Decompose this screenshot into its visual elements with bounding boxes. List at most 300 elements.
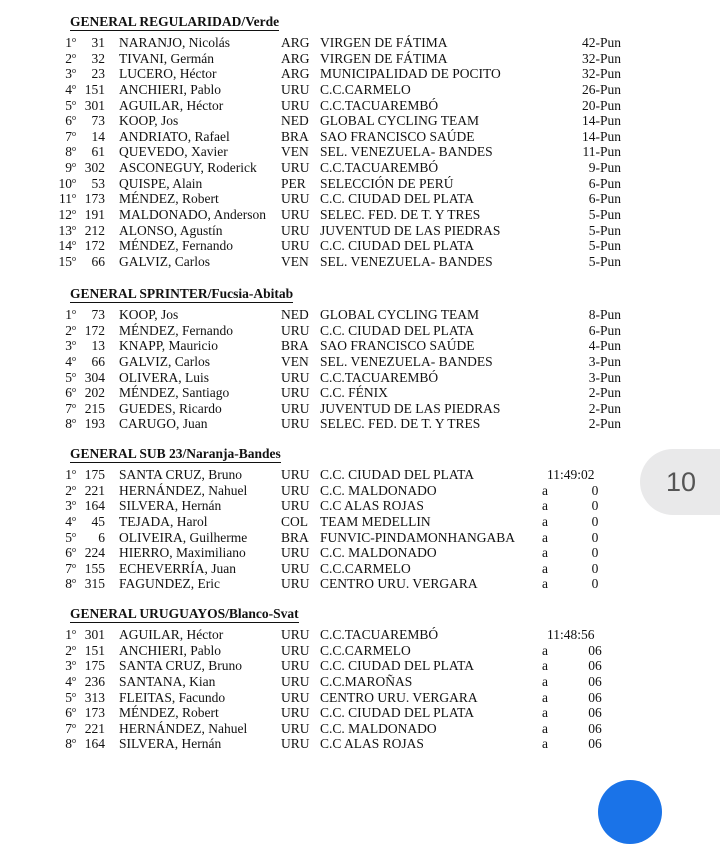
bib-number: 31 xyxy=(91,35,105,50)
rank-cell xyxy=(48,545,76,561)
nationality: URU xyxy=(281,482,310,498)
nationality: URU xyxy=(281,689,310,705)
rank-ordinal: o xyxy=(72,736,76,746)
rider-name: AGUILAR, Héctor xyxy=(119,627,224,642)
rank-number: 1 xyxy=(65,35,72,50)
gap-prefix: a xyxy=(542,658,548,674)
team-name: C.C ALAS ROJAS xyxy=(320,736,424,752)
table-row xyxy=(0,51,720,67)
nationality: BRA xyxy=(281,128,309,144)
points-value: 5-Pun xyxy=(588,222,621,238)
points-value: 11-Pun xyxy=(582,144,621,160)
rank-ordinal: o xyxy=(72,400,76,410)
rider-name: HERNÁNDEZ, Nahuel xyxy=(119,720,248,736)
table-row xyxy=(0,238,720,254)
rider-name: SILVERA, Hernán xyxy=(119,498,222,514)
rider-name: SANTANA, Kian xyxy=(119,673,216,689)
rank-ordinal: o xyxy=(72,35,76,44)
gap-prefix: a xyxy=(542,560,548,576)
team-name: SAO FRANCISCO SAÚDE xyxy=(320,128,475,144)
rider-name: HIERRO, Maximiliano xyxy=(119,545,246,561)
rider-name: FAGUNDEZ, Eric xyxy=(119,576,220,592)
rank-number: 12 xyxy=(58,207,72,223)
rank-cell xyxy=(48,514,76,530)
bib-number: 66 xyxy=(91,353,105,369)
rank-cell xyxy=(48,176,76,192)
rank-ordinal: o xyxy=(72,238,76,248)
gap-prefix: a xyxy=(542,720,548,736)
table-row xyxy=(0,530,720,546)
bib-number: 14 xyxy=(91,128,105,144)
bib-number: 175 xyxy=(84,467,105,482)
table-row xyxy=(0,576,720,592)
rank-number: 7 xyxy=(65,720,72,736)
rider-name: KNAPP, Mauricio xyxy=(119,338,219,354)
team-name: SAO FRANCISCO SAÚDE xyxy=(320,338,475,354)
rank-number: 1 xyxy=(65,467,72,482)
rank-ordinal: o xyxy=(72,720,76,730)
table-row xyxy=(0,113,720,129)
points-value: 2-Pun xyxy=(588,400,621,416)
gap-prefix: a xyxy=(542,545,548,561)
time-gap: 0 xyxy=(591,529,599,545)
points-value: 8-Pun xyxy=(588,307,621,322)
rank-number: 5 xyxy=(65,529,72,545)
bib-number: 301 xyxy=(84,627,105,642)
time-gap: 0 xyxy=(591,560,599,576)
table-row xyxy=(0,561,720,577)
rank-cell xyxy=(48,129,76,145)
rank-ordinal: o xyxy=(72,673,76,683)
table-row xyxy=(0,35,720,51)
bib-number: 151 xyxy=(84,81,105,97)
table-row xyxy=(0,323,720,339)
nationality: URU xyxy=(281,81,310,97)
rank-ordinal: o xyxy=(72,191,76,201)
bib-number: 173 xyxy=(84,705,105,721)
rank-number: 13 xyxy=(58,222,72,238)
rider-name: ASCONEGUY, Roderick xyxy=(119,160,257,176)
table-row xyxy=(0,627,720,643)
rank-ordinal: o xyxy=(72,467,76,476)
rank-ordinal: o xyxy=(72,207,76,217)
gap-prefix: a xyxy=(542,642,548,658)
nationality: URU xyxy=(281,369,310,385)
points-value: 2-Pun xyxy=(588,416,621,432)
time-gap: 0 xyxy=(591,513,599,529)
rank-ordinal: o xyxy=(72,642,76,652)
bib-number: 193 xyxy=(84,416,105,432)
bib-number: 302 xyxy=(84,160,105,176)
rank-number: 4 xyxy=(65,513,72,529)
team-name: GLOBAL CYCLING TEAM xyxy=(320,307,479,322)
points-value: 6-Pun xyxy=(588,191,621,207)
team-name: SEL. VENEZUELA- BANDES xyxy=(320,144,493,160)
team-name: C.C. CIUDAD DEL PLATA xyxy=(320,238,475,254)
rank-number: 6 xyxy=(65,545,72,561)
rank-ordinal: o xyxy=(72,97,76,107)
rank-ordinal: o xyxy=(72,513,76,523)
bib-number: 224 xyxy=(84,545,105,561)
rider-name: AGUILAR, Héctor xyxy=(119,97,224,113)
time-gap: 06 xyxy=(588,705,602,721)
rank-number: 14 xyxy=(58,238,72,254)
rider-name: LUCERO, Héctor xyxy=(119,66,217,82)
results-list xyxy=(0,35,720,270)
section-title: GENERAL URUGUAYOS/Blanco-Svat xyxy=(70,606,299,621)
rank-ordinal: o xyxy=(72,529,76,539)
team-name: CENTRO URU. VERGARA xyxy=(320,576,478,592)
rank-number: 8 xyxy=(65,576,72,592)
nationality: BRA xyxy=(281,529,309,545)
table-row xyxy=(0,160,720,176)
points-value: 32-Pun xyxy=(581,50,621,66)
rank-ordinal: o xyxy=(72,482,76,492)
rank-ordinal: o xyxy=(72,160,76,170)
table-row xyxy=(0,82,720,98)
team-name: CENTRO URU. VERGARA xyxy=(320,689,478,705)
table-row xyxy=(0,545,720,561)
team-name: C.C ALAS ROJAS xyxy=(320,498,424,514)
rank-ordinal: o xyxy=(72,576,76,586)
team-name: C.C. CIUDAD DEL PLATA xyxy=(320,322,475,338)
nationality: URU xyxy=(281,736,310,752)
rank-number: 8 xyxy=(65,416,72,432)
bib-number: 212 xyxy=(84,222,105,238)
rider-name: ANCHIERI, Pablo xyxy=(119,81,221,97)
rank-number: 15 xyxy=(58,253,72,269)
nationality: NED xyxy=(281,307,309,322)
team-name: GLOBAL CYCLING TEAM xyxy=(320,113,479,129)
points-value: 26-Pun xyxy=(581,81,621,97)
rank-number: 6 xyxy=(65,113,72,129)
rank-number: 7 xyxy=(65,560,72,576)
rank-cell xyxy=(48,113,76,129)
nationality: URU xyxy=(281,705,310,721)
floating-action-button[interactable] xyxy=(598,780,662,844)
rank-cell xyxy=(48,498,76,514)
time-gap: 06 xyxy=(588,658,602,674)
rank-ordinal: o xyxy=(72,322,76,332)
rider-name: KOOP, Jos xyxy=(119,307,179,322)
results-list xyxy=(0,467,720,592)
team-name: C.C. CIUDAD DEL PLATA xyxy=(320,467,475,482)
section-title: GENERAL REGULARIDAD/Verde xyxy=(70,14,280,29)
rider-name: KOOP, Jos xyxy=(119,113,179,129)
bib-number: 164 xyxy=(84,498,105,514)
table-row xyxy=(0,721,720,737)
rank-ordinal: o xyxy=(72,416,76,426)
bib-number: 221 xyxy=(84,720,105,736)
nationality: URU xyxy=(281,191,310,207)
rank-ordinal: o xyxy=(72,338,76,348)
points-value: 32-Pun xyxy=(581,66,621,82)
points-value: 6-Pun xyxy=(588,322,621,338)
nationality: URU xyxy=(281,498,310,514)
rank-number: 8 xyxy=(65,144,72,160)
rank-cell xyxy=(48,82,76,98)
bib-number: 73 xyxy=(91,307,105,322)
nationality: ARG xyxy=(281,66,310,82)
rider-name: SANTA CRUZ, Bruno xyxy=(119,467,243,482)
nationality: VEN xyxy=(281,353,309,369)
team-name: C.C. CIUDAD DEL PLATA xyxy=(320,705,475,721)
team-name: JUVENTUD DE LAS PIEDRAS xyxy=(320,400,501,416)
gap-prefix: a xyxy=(542,482,548,498)
bib-number: 191 xyxy=(84,207,105,223)
nationality: URU xyxy=(281,207,310,223)
rank-number: 5 xyxy=(65,97,72,113)
rider-name: NARANJO, Nicolás xyxy=(119,35,230,50)
rider-name: SANTA CRUZ, Bruno xyxy=(119,658,243,674)
team-name: C.C.MAROÑAS xyxy=(320,673,413,689)
table-row xyxy=(0,176,720,192)
team-name: C.C. CIUDAD DEL PLATA xyxy=(320,191,475,207)
team-name: SEL. VENEZUELA- BANDES xyxy=(320,253,493,269)
table-row xyxy=(0,401,720,417)
table-row xyxy=(0,129,720,145)
team-name: C.C. MALDONADO xyxy=(320,545,437,561)
points-value: 6-Pun xyxy=(588,175,621,191)
rank-number: 3 xyxy=(65,338,72,354)
gap-prefix: a xyxy=(542,689,548,705)
points-value: 3-Pun xyxy=(588,353,621,369)
points-value: 14-Pun xyxy=(581,128,621,144)
rank-number: 7 xyxy=(65,128,72,144)
rank-cell xyxy=(48,51,76,67)
rank-ordinal: o xyxy=(72,545,76,555)
table-row xyxy=(0,736,720,752)
nationality: URU xyxy=(281,238,310,254)
rank-ordinal: o xyxy=(72,560,76,570)
rank-ordinal: o xyxy=(72,81,76,91)
rank-cell xyxy=(48,307,76,323)
rank-number: 10 xyxy=(58,175,72,191)
team-name: SELEC. FED. DE T. Y TRES xyxy=(320,207,481,223)
rank-number: 6 xyxy=(65,385,72,401)
table-row xyxy=(0,467,720,483)
bib-number: 155 xyxy=(84,560,105,576)
rank-cell xyxy=(48,385,76,401)
rider-name: ECHEVERRÍA, Juan xyxy=(119,560,236,576)
rank-ordinal: o xyxy=(72,369,76,379)
table-row xyxy=(0,98,720,114)
table-row xyxy=(0,483,720,499)
nationality: URU xyxy=(281,642,310,658)
rank-number: 4 xyxy=(65,673,72,689)
nationality: VEN xyxy=(281,144,309,160)
gap-prefix: a xyxy=(542,576,548,592)
nationality: BRA xyxy=(281,338,309,354)
team-name: JUVENTUD DE LAS PIEDRAS xyxy=(320,222,501,238)
rider-name: GALVIZ, Carlos xyxy=(119,353,210,369)
rank-cell xyxy=(48,160,76,176)
team-name: MUNICIPALIDAD DE POCITO xyxy=(320,66,501,82)
time-gap: 06 xyxy=(588,689,602,705)
nationality: NED xyxy=(281,113,309,129)
points-value: 20-Pun xyxy=(581,97,621,113)
rank-number: 8 xyxy=(65,736,72,752)
bib-number: 236 xyxy=(84,673,105,689)
rank-ordinal: o xyxy=(72,66,76,76)
nationality: URU xyxy=(281,467,310,482)
rider-name: CARUGO, Juan xyxy=(119,416,208,432)
rank-cell xyxy=(48,658,76,674)
rider-name: MÉNDEZ, Fernando xyxy=(119,322,233,338)
rank-cell xyxy=(48,323,76,339)
rank-number: 5 xyxy=(65,369,72,385)
table-row xyxy=(0,354,720,370)
rank-number: 7 xyxy=(65,400,72,416)
table-row xyxy=(0,514,720,530)
table-row xyxy=(0,705,720,721)
rank-number: 3 xyxy=(65,66,72,82)
nationality: URU xyxy=(281,627,310,642)
rank-ordinal: o xyxy=(72,705,76,715)
rank-ordinal: o xyxy=(72,385,76,395)
rank-number: 4 xyxy=(65,81,72,97)
rider-name: MALDONADO, Anderson xyxy=(119,207,266,223)
section-title: GENERAL SPRINTER/Fucsia-Abitab xyxy=(70,286,294,301)
rider-name: GUEDES, Ricardo xyxy=(119,400,222,416)
rank-ordinal: o xyxy=(72,498,76,508)
time-gap: 06 xyxy=(588,642,602,658)
nationality: PER xyxy=(281,175,306,191)
rank-number: 5 xyxy=(65,689,72,705)
team-name: C.C.TACUAREMBÓ xyxy=(320,97,439,113)
rank-cell xyxy=(48,338,76,354)
table-row xyxy=(0,338,720,354)
time-gap: 0 xyxy=(591,482,599,498)
rank-ordinal: o xyxy=(72,50,76,60)
rank-cell xyxy=(48,35,76,51)
table-row xyxy=(0,385,720,401)
rank-number: 1 xyxy=(65,627,72,642)
table-row xyxy=(0,658,720,674)
table-row xyxy=(0,416,720,432)
rank-number: 2 xyxy=(65,50,72,66)
table-row xyxy=(0,144,720,160)
bib-number: 304 xyxy=(84,369,105,385)
rank-cell xyxy=(48,627,76,643)
rank-cell xyxy=(48,721,76,737)
rank-ordinal: o xyxy=(72,222,76,232)
rider-name: QUISPE, Alain xyxy=(119,175,203,191)
rank-number: 4 xyxy=(65,353,72,369)
rank-cell xyxy=(48,401,76,417)
team-name: SELEC. FED. DE T. Y TRES xyxy=(320,416,481,432)
nationality: URU xyxy=(281,416,310,432)
team-name: C.C. MALDONADO xyxy=(320,720,437,736)
team-name: SEL. VENEZUELA- BANDES xyxy=(320,353,493,369)
bib-number: 301 xyxy=(84,97,105,113)
section-title: GENERAL SUB 23/Naranja-Bandes xyxy=(70,446,281,461)
bib-number: 23 xyxy=(91,66,105,82)
page-number-indicator xyxy=(640,449,720,515)
rank-ordinal: o xyxy=(72,627,76,636)
rider-name: ANCHIERI, Pablo xyxy=(119,642,221,658)
team-name: C.C. MALDONADO xyxy=(320,482,437,498)
bib-number: 164 xyxy=(84,736,105,752)
rank-cell xyxy=(48,370,76,386)
rank-number: 9 xyxy=(65,160,72,176)
rider-name: FLEITAS, Facundo xyxy=(119,689,226,705)
table-row xyxy=(0,191,720,207)
rank-cell xyxy=(48,643,76,659)
rank-cell xyxy=(48,66,76,82)
rank-cell xyxy=(48,674,76,690)
total-time: 11:49:02 xyxy=(547,467,595,482)
rank-ordinal: o xyxy=(72,253,76,263)
bib-number: 173 xyxy=(84,191,105,207)
team-name: C.C. FÉNIX xyxy=(320,385,388,401)
bib-number: 13 xyxy=(91,338,105,354)
rider-name: ALONSO, Agustín xyxy=(119,222,223,238)
team-name: VIRGEN DE FÁTIMA xyxy=(320,50,448,66)
table-row xyxy=(0,690,720,706)
rank-cell xyxy=(48,416,76,432)
page-number: 10 xyxy=(666,467,697,497)
bib-number: 151 xyxy=(84,642,105,658)
rank-ordinal: o xyxy=(72,353,76,363)
bib-number: 32 xyxy=(91,50,105,66)
nationality: URU xyxy=(281,658,310,674)
results-list xyxy=(0,307,720,432)
table-row xyxy=(0,307,720,323)
bib-number: 172 xyxy=(84,238,105,254)
rank-number: 2 xyxy=(65,322,72,338)
rank-number: 3 xyxy=(65,498,72,514)
bib-number: 221 xyxy=(84,482,105,498)
rider-name: OLIVERA, Luis xyxy=(119,369,209,385)
team-name: C.C.CARMELO xyxy=(320,560,411,576)
rank-cell xyxy=(48,705,76,721)
table-row xyxy=(0,207,720,223)
nationality: ARG xyxy=(281,35,310,50)
rider-name: MÉNDEZ, Fernando xyxy=(119,238,233,254)
nationality: URU xyxy=(281,576,310,592)
rank-cell xyxy=(48,561,76,577)
rider-name: TIVANI, Germán xyxy=(119,50,214,66)
team-name: C.C.CARMELO xyxy=(320,81,411,97)
rider-name: MÉNDEZ, Santiago xyxy=(119,385,230,401)
rank-cell xyxy=(48,238,76,254)
table-row xyxy=(0,254,720,270)
rank-ordinal: o xyxy=(72,144,76,154)
points-value: 2-Pun xyxy=(588,385,621,401)
results-list xyxy=(0,627,720,752)
rank-cell xyxy=(48,576,76,592)
rank-number: 2 xyxy=(65,482,72,498)
nationality: URU xyxy=(281,322,310,338)
team-name: C.C.TACUAREMBÓ xyxy=(320,369,439,385)
rank-number: 2 xyxy=(65,642,72,658)
rank-number: 3 xyxy=(65,658,72,674)
time-gap: 0 xyxy=(591,576,599,592)
bib-number: 315 xyxy=(84,576,105,592)
rank-cell xyxy=(48,354,76,370)
rank-ordinal: o xyxy=(72,658,76,668)
total-time: 11:48:56 xyxy=(547,627,595,642)
time-gap: 06 xyxy=(588,673,602,689)
rider-name: SILVERA, Hernán xyxy=(119,736,222,752)
time-gap: 0 xyxy=(591,545,599,561)
time-gap: 0 xyxy=(591,498,599,514)
nationality: URU xyxy=(281,720,310,736)
rider-name: QUEVEDO, Xavier xyxy=(119,144,228,160)
table-row xyxy=(0,223,720,239)
rank-cell xyxy=(48,690,76,706)
